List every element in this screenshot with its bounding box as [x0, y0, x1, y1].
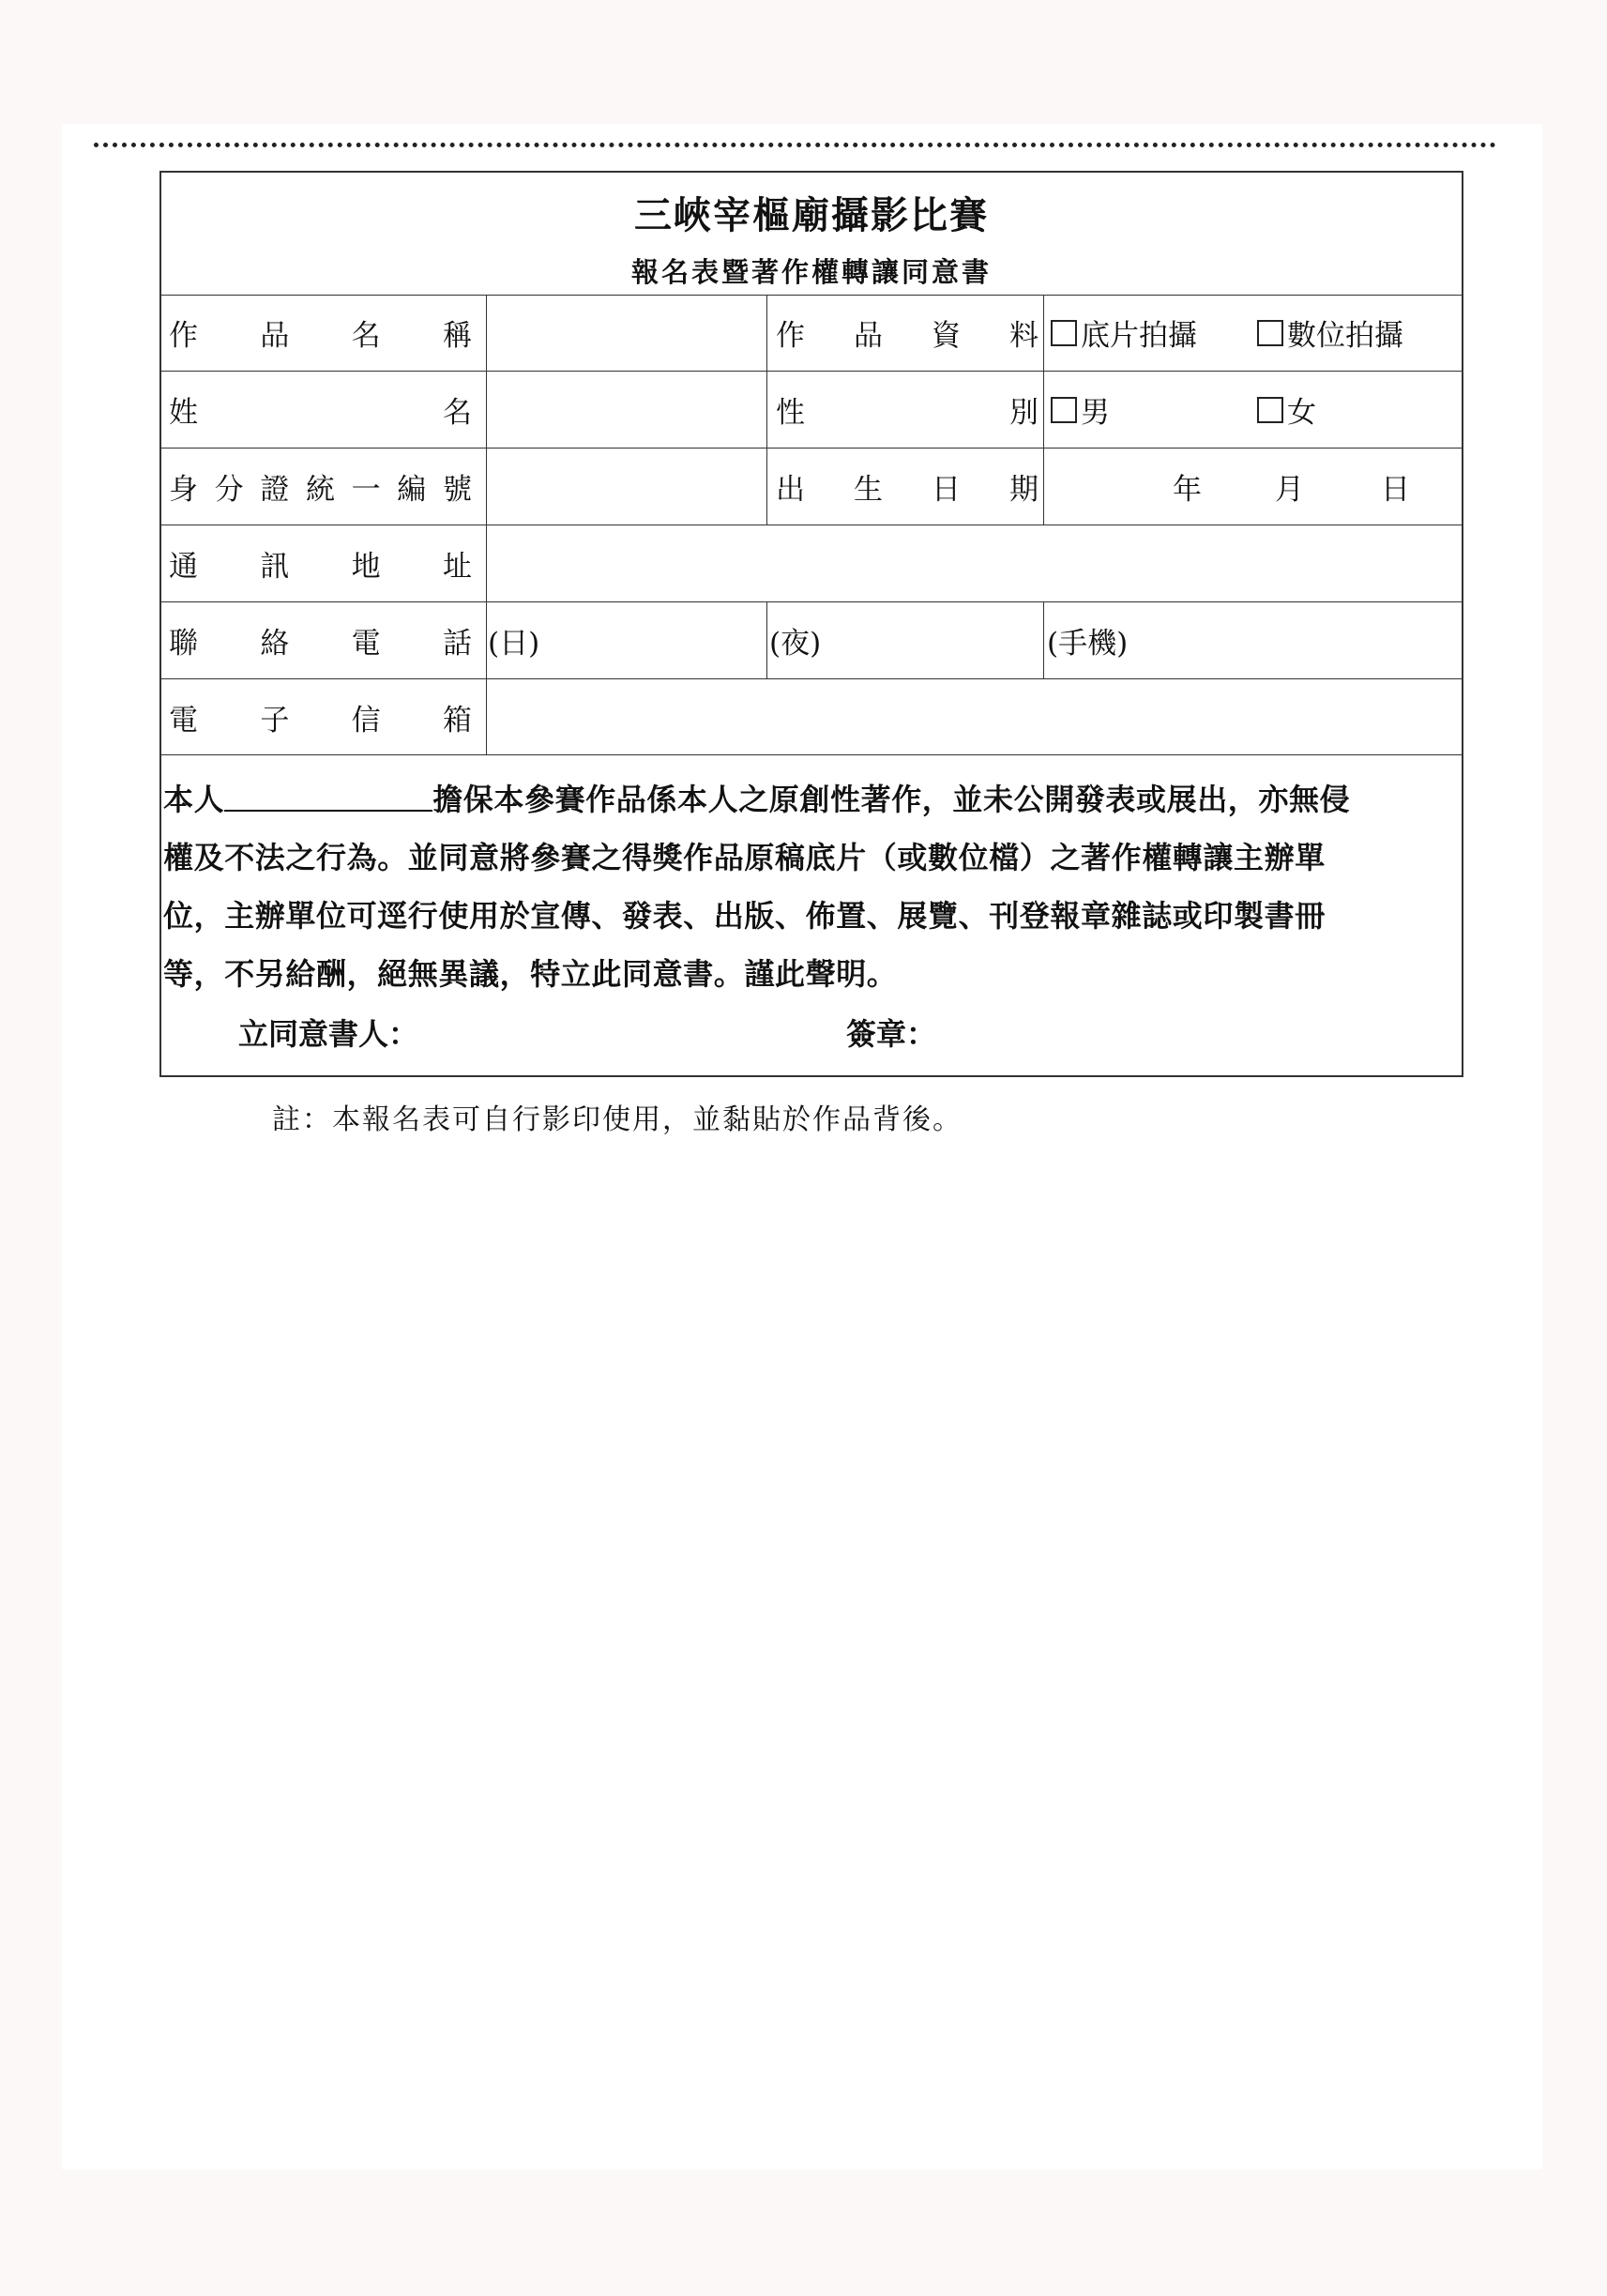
row-name — [161, 372, 1462, 449]
checkbox-digital[interactable] — [1257, 320, 1283, 346]
label-work-name: 作 品 名 稱 — [169, 319, 472, 353]
birth-year-unit: 年 — [1173, 473, 1202, 507]
checkbox-female[interactable] — [1257, 397, 1283, 423]
label-birth-date: 出 生 日 期 — [776, 473, 1038, 507]
consent-line-1-text: 擔保本參賽作品係本人之原創性著作，並未公開發表或展出，亦無侵 — [432, 782, 1351, 817]
consent-statement — [161, 755, 1462, 1079]
form-header — [161, 173, 1462, 296]
registration-form — [159, 171, 1463, 1077]
dotted-cut-line — [94, 143, 1496, 147]
birth-month-unit: 月 — [1275, 473, 1304, 507]
consent-line-2: 權及不法之行為。並同意將參賽之得獎作品原稿底片（或數位檔）之著作權轉讓主辦單 — [163, 840, 1326, 875]
row-phone — [161, 602, 1462, 679]
row-email — [161, 679, 1462, 755]
consent-line-4: 等，不另給酬，絕無異議，特立此同意書。謹此聲明。 — [163, 956, 898, 992]
row-address — [161, 525, 1462, 602]
option-digital[interactable]: 數位拍攝 — [1257, 295, 1403, 371]
label-name: 姓 名 — [169, 396, 472, 430]
phone-day-label: (日) — [488, 627, 540, 661]
checkbox-film[interactable] — [1051, 320, 1077, 346]
option-film[interactable]: 底片拍攝 — [1051, 295, 1197, 371]
row-work-name — [161, 295, 1462, 372]
work-name-field[interactable] — [486, 295, 766, 371]
label-work-info: 作 品 資 料 — [776, 319, 1038, 353]
footnote: 註：本報名表可自行影印使用，並黏貼於作品背後。 — [272, 1103, 963, 1136]
form-title: 三峽宰樞廟攝影比賽 — [634, 193, 989, 237]
consent-line-3: 位，主辦單位可逕行使用於宣傳、發表、出版、佈置、展覽、刊登報章雜誌或印製書冊 — [163, 898, 1326, 934]
form-subtitle: 報名表暨著作權轉讓同意書 — [630, 256, 992, 288]
seal-label: 簽章： — [846, 1016, 937, 1052]
email-field[interactable] — [486, 679, 1462, 754]
option-male[interactable]: 男 — [1051, 372, 1110, 448]
label-address: 通 訊 地 址 — [169, 550, 472, 584]
label-phone: 聯 絡 電 話 — [169, 627, 472, 661]
phone-mobile-label: (手機) — [1047, 627, 1129, 661]
row-id-number — [161, 449, 1462, 525]
option-female[interactable]: 女 — [1257, 372, 1316, 448]
consent-line-1 — [163, 776, 1462, 819]
label-id-number: 身 分 證 統 一 編 號 — [169, 473, 472, 507]
phone-night-label: (夜) — [769, 627, 822, 661]
birth-day-unit: 日 — [1381, 473, 1410, 507]
label-gender: 性 別 — [776, 396, 1038, 430]
address-field[interactable] — [486, 525, 1462, 601]
consent-prefix: 本人 — [163, 782, 225, 817]
name-blank-line[interactable] — [224, 782, 432, 812]
name-field[interactable] — [486, 372, 766, 448]
id-number-field[interactable] — [486, 449, 766, 525]
checkbox-male[interactable] — [1051, 397, 1077, 423]
signer-label: 立同意書人： — [238, 1016, 419, 1052]
label-email: 電 子 信 箱 — [169, 703, 472, 737]
